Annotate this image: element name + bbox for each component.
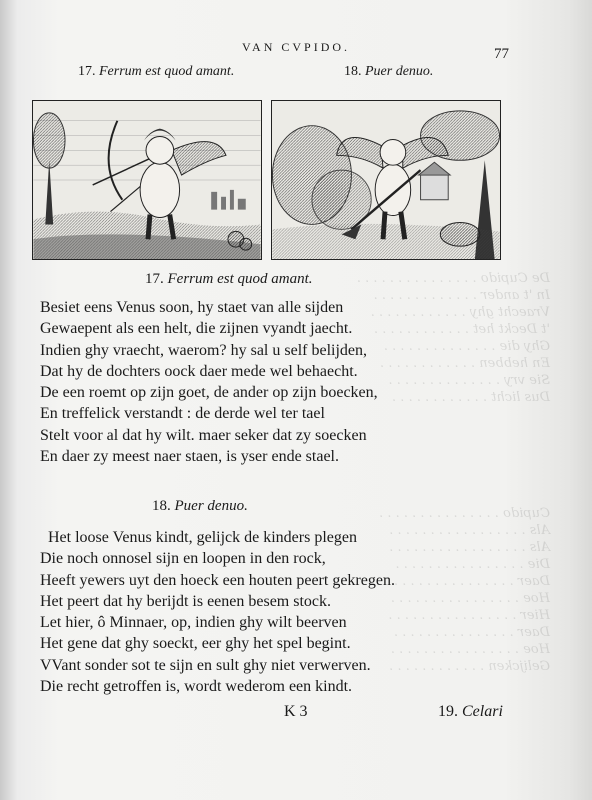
section-title-18 <box>152 498 248 515</box>
verse-line: Het peert dat hy berijdt is eenen besem stock. <box>40 592 332 610</box>
running-head: VAN CVPIDO. <box>241 40 351 54</box>
caption-title: Puer denuo. <box>365 64 434 79</box>
caption-number: 17. <box>78 64 96 79</box>
show-through-text-lower: Cupido . . . . . . . . . . . . . . . Als . . . . . . . . . . . . . . . . . Als . . . . . . . . . . . . . . . . . Die . . . . . . . . . . . . . . . . Daer . . . . . . . . . . . . . . . Hoe . . . . . . . . . . . . . . . . Hier . . . . . . . . . . . . . . . . Daer . . . . . . . . . . . . . . . Hoe . . . . . . . . . . . . . . . . Gelijcken . . . . . . . . . . . . <box>379 506 550 674</box>
caption-number: 18. <box>344 64 362 79</box>
verse-line: Indien ghy vraecht, waerom? hy sal u self belijden, <box>40 341 367 359</box>
verse-line: Die recht getroffen is, wordt wederom een kindt. <box>40 678 353 696</box>
verse-17 <box>40 297 540 467</box>
catchword-number: 19. <box>438 703 458 720</box>
verse-line: En daer zy meest naer staen, is yser ende stael. <box>40 448 339 466</box>
verse-line: Heeft yewers uyt den hoeck een houten peert gekregen. <box>40 571 395 589</box>
emblem-caption-17 <box>78 64 234 80</box>
show-through-text: De Cupido . . . . . . . . . . . . . . . In 't ander . . . . . . . . . . . . . Vraecht ghy . . . . . . . . . . . . 't Deckt het . . . . . . . . . . . . Ghy die . . . . . . . . . . . . . . En hebben . . . . . . . . . . . . Sie vry . . . . . . . . . . . . . . Dus licht . . . . . . . . . . . . <box>356 271 550 405</box>
verse-line: VVant sonder sot te sijn en sult ghy niet verwerven. <box>40 656 371 674</box>
caption-title: Ferrum est quod amant. <box>99 64 235 79</box>
section-title-17 <box>145 271 313 288</box>
verse-18 <box>40 527 540 697</box>
emblem-image-armed-cupid <box>32 100 262 260</box>
verse-line: Let hier, ô Minnaer, op, indien ghy wilt beerven <box>40 614 347 632</box>
catchword <box>438 703 503 721</box>
emblem-caption-18 <box>344 64 433 80</box>
verse-line: Die noch onnosel sijn en loopen in den rock, <box>40 550 326 568</box>
verse-line: Het loose Venus kindt, gelijck de kinders plegen <box>48 529 357 546</box>
section-latin-title: Ferrum est quod amant. <box>167 271 313 287</box>
section-number: 17. <box>145 271 164 287</box>
catchword-title: Celari <box>462 703 503 720</box>
signature-mark: K 3 <box>284 703 308 720</box>
verse-line: Het gene dat ghy soeckt, eer ghy het spel begint. <box>40 635 351 653</box>
verse-line: Gewaepent als een helt, die zijnen vyandt jaecht. <box>40 320 353 338</box>
verse-line: En treffelick verstandt : de derde wel ter tael <box>40 405 325 423</box>
verse-line: Dat hy de dochters oock daer mede wel behaecht. <box>40 362 358 380</box>
verse-line: Besiet eens Venus soon, hy staet van alle sijden <box>40 299 344 316</box>
section-latin-title: Puer denuo. <box>174 498 248 514</box>
section-number: 18. <box>152 498 171 514</box>
verse-line: Stelt voor al dat hy wilt. maer seker dat zy soecken <box>40 426 367 444</box>
page-number: 77 <box>494 46 509 62</box>
verse-line: De een roemt op zijn goet, de ander op zijn boecken, <box>40 384 378 402</box>
emblem-image-cupid-hobby-horse <box>271 100 501 260</box>
